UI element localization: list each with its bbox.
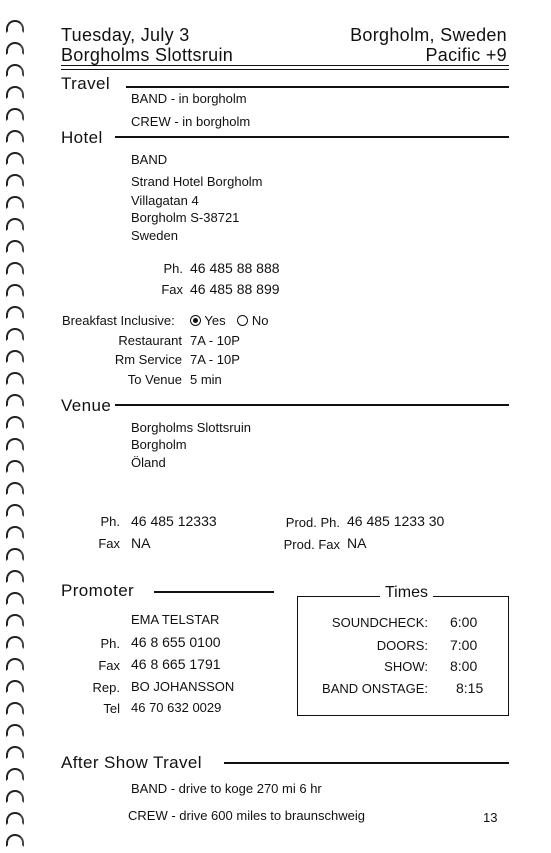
promoter-fax: 46 8 665 1791	[131, 656, 221, 672]
header-location: Borgholm, Sweden	[350, 25, 507, 45]
hotel-fax-label: Fax	[161, 282, 183, 297]
breakfast-no-radio	[237, 315, 248, 326]
to-venue-label: To Venue	[127, 372, 182, 387]
hotel-address-line: Villagatan 4	[131, 193, 199, 208]
promoter-rule	[154, 591, 274, 593]
breakfast-label: Breakfast Inclusive:	[62, 313, 175, 328]
venue-phone: 46 485 12333	[131, 513, 217, 529]
after-show-rule	[224, 762, 509, 764]
venue-rule	[115, 404, 509, 406]
venue-phone-label: Ph.	[100, 514, 120, 529]
venue-fax-label: Fax	[98, 536, 120, 551]
restaurant-label: Restaurant	[118, 333, 182, 348]
breakfast-yes-radio	[190, 315, 201, 326]
times-value: 8:00	[450, 658, 478, 674]
page-number: 13	[483, 810, 498, 825]
venue-fax: NA	[131, 535, 151, 551]
promoter-fax-label: Fax	[98, 658, 120, 673]
hotel-phone-label: Ph.	[163, 261, 183, 276]
venue-address-line: Borgholms Slottsruin	[131, 420, 251, 435]
travel-title: Travel	[61, 74, 111, 93]
to-venue-time: 5 min	[190, 372, 222, 387]
promoter-tel-label: Tel	[103, 701, 120, 716]
spiral-binding	[2, 20, 24, 840]
hotel-title: Hotel	[61, 128, 103, 147]
times-title: Times	[380, 584, 433, 602]
hotel-rule	[115, 136, 509, 138]
times-value: 7:00	[450, 637, 478, 653]
promoter-title: Promoter	[61, 581, 135, 600]
after-show-title: After Show Travel	[61, 753, 202, 772]
times-label: SOUNDCHECK:	[331, 615, 428, 630]
promoter-name: EMA TELSTAR	[131, 612, 220, 627]
hotel-fax: 46 485 88 899	[190, 281, 280, 297]
times-label: SHOW:	[384, 659, 428, 674]
header-date: Tuesday, July 3	[61, 25, 190, 45]
room-service-hours: 7A - 10P	[190, 352, 240, 367]
prod-phone-label: Prod. Ph.	[285, 515, 340, 530]
after-show-band: BAND - drive to koge 270 mi 6 hr	[131, 781, 322, 796]
hotel-address-line: Strand Hotel Borgholm	[131, 174, 263, 189]
times-value: 8:15	[456, 680, 484, 696]
restaurant-hours: 7A - 10P	[190, 333, 240, 348]
header-venue-name: Borgholms Slottsruin	[61, 45, 234, 65]
header-timezone: Pacific +9	[425, 45, 507, 65]
venue-title: Venue	[61, 396, 112, 415]
hotel-phone: 46 485 88 888	[190, 260, 280, 276]
promoter-phone-label: Ph.	[100, 636, 120, 651]
venue-address-line: Öland	[131, 455, 166, 470]
after-show-crew: CREW - drive 600 miles to braunschweig	[128, 808, 365, 823]
prod-fax: NA	[347, 535, 367, 551]
travel-crew: CREW - in borgholm	[131, 114, 251, 129]
travel-rule	[126, 86, 509, 88]
hotel-address-line: Sweden	[131, 228, 178, 243]
venue-address-line: Borgholm	[131, 437, 187, 452]
promoter-phone: 46 8 655 0100	[131, 634, 221, 650]
promoter-tel: 46 70 632 0029	[131, 700, 222, 715]
times-value: 6:00	[450, 614, 478, 630]
travel-band: BAND - in borgholm	[131, 91, 247, 106]
breakfast-yes-label: Yes	[204, 313, 226, 328]
times-label: DOORS:	[376, 638, 428, 653]
times-label: BAND ONSTAGE:	[322, 681, 428, 696]
breakfast-no-label: No	[251, 313, 269, 328]
room-service-label: Rm Service	[114, 352, 182, 367]
hotel-address-line: Borgholm S-38721	[131, 210, 240, 225]
hotel-group: BAND	[131, 152, 168, 167]
promoter-rep: BO JOHANSSON	[131, 679, 235, 694]
breakfast-options	[190, 313, 268, 328]
promoter-rep-label: Rep.	[92, 680, 120, 695]
prod-fax-label: Prod. Fax	[283, 537, 340, 552]
prod-phone: 46 485 1233 30	[347, 513, 445, 529]
header-divider	[61, 65, 509, 70]
